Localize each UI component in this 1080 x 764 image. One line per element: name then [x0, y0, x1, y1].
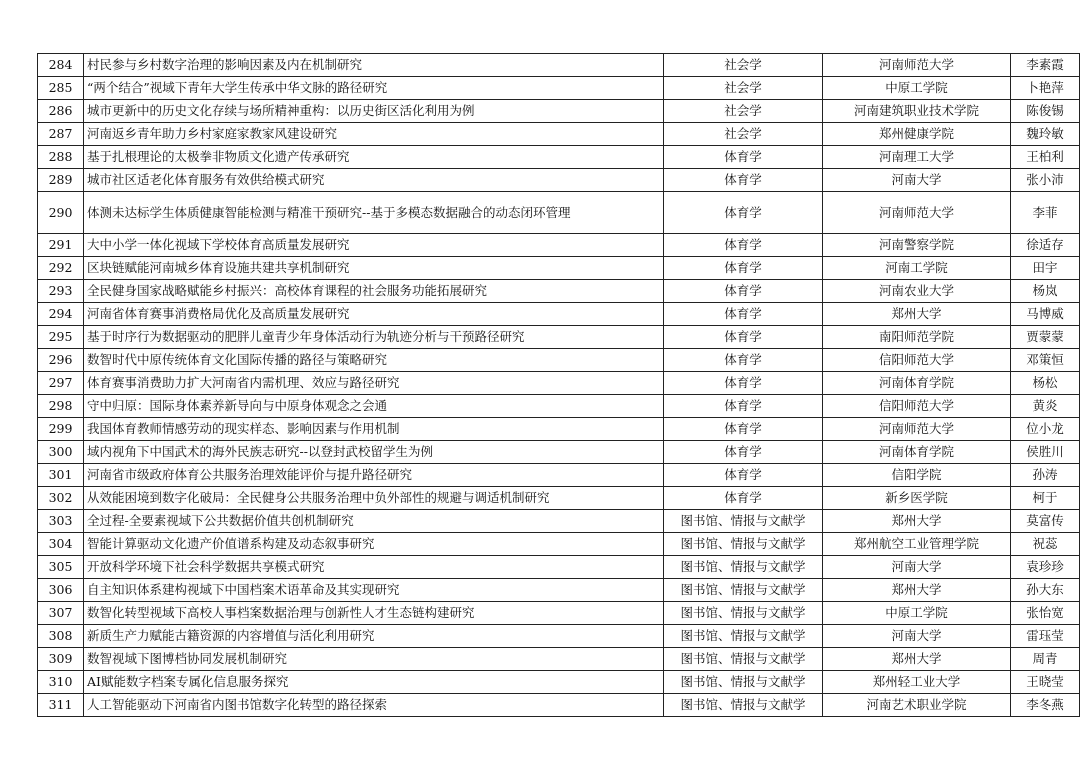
institution-cell: 河南艺术职业学院 [823, 694, 1011, 717]
project-title-cell: 域内视角下中国武术的海外民族志研究--以登封武校留学生为例 [84, 441, 664, 464]
applicant-name-cell: 卜艳萍 [1011, 77, 1080, 100]
table-row [38, 625, 1080, 648]
project-title-cell: 区块链赋能河南城乡体育设施共建共享机制研究 [84, 257, 664, 280]
row-number-cell: 301 [38, 464, 84, 487]
institution-cell: 河南师范大学 [823, 54, 1011, 77]
applicant-name-cell: 杨岚 [1011, 280, 1080, 303]
row-number-cell: 302 [38, 487, 84, 510]
institution-cell: 郑州航空工业管理学院 [823, 533, 1011, 556]
row-number-cell: 286 [38, 100, 84, 123]
row-number-cell: 303 [38, 510, 84, 533]
project-title-cell: 体测未达标学生体质健康智能检测与精准干预研究--基于多模态数据融合的动态闭环管理 [84, 192, 664, 234]
applicant-name-cell: 陈俊锡 [1011, 100, 1080, 123]
row-number-cell: 305 [38, 556, 84, 579]
discipline-cell: 图书馆、情报与文献学 [664, 602, 823, 625]
applicant-name-cell: 张怡宽 [1011, 602, 1080, 625]
project-title-cell: 开放科学环境下社会科学数据共享模式研究 [84, 556, 664, 579]
table-row [38, 395, 1080, 418]
institution-cell: 河南大学 [823, 556, 1011, 579]
row-number-cell: 306 [38, 579, 84, 602]
applicant-name-cell: 杨松 [1011, 372, 1080, 395]
table-row [38, 100, 1080, 123]
discipline-cell: 图书馆、情报与文献学 [664, 533, 823, 556]
row-number-cell: 310 [38, 671, 84, 694]
table-row [38, 487, 1080, 510]
table-row [38, 648, 1080, 671]
table-row [38, 579, 1080, 602]
table-row [38, 694, 1080, 717]
discipline-cell: 社会学 [664, 100, 823, 123]
project-title-cell: 城市更新中的历史文化存续与场所精神重构：以历史街区活化利用为例 [84, 100, 664, 123]
project-title-cell: AI赋能数字档案专属化信息服务探究 [84, 671, 664, 694]
table-row [38, 303, 1080, 326]
applicant-name-cell: 李冬燕 [1011, 694, 1080, 717]
project-title-cell: 基于时序行为数据驱动的肥胖儿童青少年身体活动行为轨迹分析与干预路径研究 [84, 326, 664, 349]
table-row [38, 326, 1080, 349]
project-title-cell: 河南返乡青年助力乡村家庭家教家风建设研究 [84, 123, 664, 146]
project-title-cell: 河南省体育赛事消费格局优化及高质量发展研究 [84, 303, 664, 326]
institution-cell: 郑州大学 [823, 510, 1011, 533]
discipline-cell: 体育学 [664, 192, 823, 234]
institution-cell: 信阳师范大学 [823, 395, 1011, 418]
row-number-cell: 300 [38, 441, 84, 464]
applicant-name-cell: 位小龙 [1011, 418, 1080, 441]
institution-cell: 河南大学 [823, 169, 1011, 192]
row-number-cell: 298 [38, 395, 84, 418]
table-row [38, 556, 1080, 579]
discipline-cell: 体育学 [664, 146, 823, 169]
institution-cell: 郑州轻工业大学 [823, 671, 1011, 694]
discipline-cell: 体育学 [664, 326, 823, 349]
applicant-name-cell: 莫富传 [1011, 510, 1080, 533]
applicant-name-cell: 张小沛 [1011, 169, 1080, 192]
project-title-cell: “两个结合”视域下青年大学生传承中华文脉的路径研究 [84, 77, 664, 100]
applicant-name-cell: 魏玲敏 [1011, 123, 1080, 146]
row-number-cell: 307 [38, 602, 84, 625]
discipline-cell: 体育学 [664, 280, 823, 303]
discipline-cell: 体育学 [664, 441, 823, 464]
project-title-cell: 城市社区适老化体育服务有效供给模式研究 [84, 169, 664, 192]
institution-cell: 河南理工大学 [823, 146, 1011, 169]
discipline-cell: 体育学 [664, 464, 823, 487]
discipline-cell: 图书馆、情报与文献学 [664, 510, 823, 533]
institution-cell: 河南大学 [823, 625, 1011, 648]
applicant-name-cell: 贾蒙蒙 [1011, 326, 1080, 349]
discipline-cell: 体育学 [664, 234, 823, 257]
row-number-cell: 285 [38, 77, 84, 100]
row-number-cell: 290 [38, 192, 84, 234]
project-title-cell: 河南省市级政府体育公共服务治理效能评价与提升路径研究 [84, 464, 664, 487]
row-number-cell: 304 [38, 533, 84, 556]
applicant-name-cell: 孙大东 [1011, 579, 1080, 602]
institution-cell: 郑州健康学院 [823, 123, 1011, 146]
discipline-cell: 图书馆、情报与文献学 [664, 648, 823, 671]
table-row [38, 54, 1080, 77]
project-title-cell: 全民健身国家战略赋能乡村振兴：高校体育课程的社会服务功能拓展研究 [84, 280, 664, 303]
applicant-name-cell: 侯胜川 [1011, 441, 1080, 464]
table-row [38, 146, 1080, 169]
table-row [38, 349, 1080, 372]
project-title-cell: 自主知识体系建构视域下中国档案术语革命及其实现研究 [84, 579, 664, 602]
institution-cell: 河南体育学院 [823, 441, 1011, 464]
project-title-cell: 体育赛事消费助力扩大河南省内需机理、效应与路径研究 [84, 372, 664, 395]
project-title-cell: 守中归原：国际身体素养新导向与中原身体观念之会通 [84, 395, 664, 418]
table-row [38, 169, 1080, 192]
institution-cell: 中原工学院 [823, 602, 1011, 625]
project-title-cell: 从效能困境到数字化破局：全民健身公共服务治理中负外部性的规避与调适机制研究 [84, 487, 664, 510]
discipline-cell: 社会学 [664, 77, 823, 100]
table-body [38, 54, 1080, 717]
table-row [38, 234, 1080, 257]
discipline-cell: 体育学 [664, 257, 823, 280]
discipline-cell: 体育学 [664, 372, 823, 395]
applicant-name-cell: 邓策恒 [1011, 349, 1080, 372]
institution-cell: 河南农业大学 [823, 280, 1011, 303]
table-row [38, 671, 1080, 694]
institution-cell: 河南体育学院 [823, 372, 1011, 395]
applicant-name-cell: 王晓莹 [1011, 671, 1080, 694]
applicant-name-cell: 李素霞 [1011, 54, 1080, 77]
project-title-cell: 数智时代中原传统体育文化国际传播的路径与策略研究 [84, 349, 664, 372]
applicant-name-cell: 袁珍珍 [1011, 556, 1080, 579]
discipline-cell: 图书馆、情报与文献学 [664, 556, 823, 579]
applicant-name-cell: 雷珏莹 [1011, 625, 1080, 648]
row-number-cell: 292 [38, 257, 84, 280]
applicant-name-cell: 徐适存 [1011, 234, 1080, 257]
table-row [38, 418, 1080, 441]
discipline-cell: 社会学 [664, 123, 823, 146]
row-number-cell: 291 [38, 234, 84, 257]
project-title-cell: 数智视域下图博档协同发展机制研究 [84, 648, 664, 671]
applicant-name-cell: 王柏利 [1011, 146, 1080, 169]
applicant-name-cell: 马博威 [1011, 303, 1080, 326]
discipline-cell: 体育学 [664, 303, 823, 326]
institution-cell: 郑州大学 [823, 303, 1011, 326]
institution-cell: 郑州大学 [823, 579, 1011, 602]
discipline-cell: 体育学 [664, 395, 823, 418]
table-row [38, 602, 1080, 625]
applicant-name-cell: 祝蕊 [1011, 533, 1080, 556]
row-number-cell: 287 [38, 123, 84, 146]
institution-cell: 中原工学院 [823, 77, 1011, 100]
project-title-cell: 数智化转型视域下高校人事档案数据治理与创新性人才生态链构建研究 [84, 602, 664, 625]
discipline-cell: 图书馆、情报与文献学 [664, 579, 823, 602]
institution-cell: 新乡医学院 [823, 487, 1011, 510]
table-row [38, 77, 1080, 100]
institution-cell: 河南建筑职业技术学院 [823, 100, 1011, 123]
applicant-name-cell: 李菲 [1011, 192, 1080, 234]
table-row [38, 533, 1080, 556]
project-title-cell: 大中小学一体化视域下学校体育高质量发展研究 [84, 234, 664, 257]
project-title-cell: 新质生产力赋能古籍资源的内容增值与活化利用研究 [84, 625, 664, 648]
row-number-cell: 295 [38, 326, 84, 349]
table-row [38, 192, 1080, 234]
institution-cell: 信阳师范大学 [823, 349, 1011, 372]
institution-cell: 河南警察学院 [823, 234, 1011, 257]
table-row [38, 280, 1080, 303]
table-row [38, 464, 1080, 487]
discipline-cell: 体育学 [664, 169, 823, 192]
table-row [38, 510, 1080, 533]
discipline-cell: 体育学 [664, 418, 823, 441]
row-number-cell: 293 [38, 280, 84, 303]
table-row [38, 257, 1080, 280]
project-title-cell: 基于扎根理论的太极拳非物质文化遗产传承研究 [84, 146, 664, 169]
institution-cell: 河南师范大学 [823, 192, 1011, 234]
table-row [38, 372, 1080, 395]
discipline-cell: 体育学 [664, 349, 823, 372]
discipline-cell: 图书馆、情报与文献学 [664, 671, 823, 694]
applicant-name-cell: 黄炎 [1011, 395, 1080, 418]
applicant-name-cell: 柯于 [1011, 487, 1080, 510]
discipline-cell: 体育学 [664, 487, 823, 510]
institution-cell: 信阳学院 [823, 464, 1011, 487]
row-number-cell: 299 [38, 418, 84, 441]
row-number-cell: 308 [38, 625, 84, 648]
project-list-table [37, 53, 1080, 717]
institution-cell: 河南工学院 [823, 257, 1011, 280]
applicant-name-cell: 田宇 [1011, 257, 1080, 280]
project-title-cell: 人工智能驱动下河南省内图书馆数字化转型的路径探索 [84, 694, 664, 717]
project-title-cell: 智能计算驱动文化遗产价值谱系构建及动态叙事研究 [84, 533, 664, 556]
institution-cell: 河南师范大学 [823, 418, 1011, 441]
row-number-cell: 289 [38, 169, 84, 192]
discipline-cell: 社会学 [664, 54, 823, 77]
project-title-cell: 全过程-全要素视域下公共数据价值共创机制研究 [84, 510, 664, 533]
project-title-cell: 村民参与乡村数字治理的影响因素及内在机制研究 [84, 54, 664, 77]
institution-cell: 郑州大学 [823, 648, 1011, 671]
row-number-cell: 309 [38, 648, 84, 671]
institution-cell: 南阳师范学院 [823, 326, 1011, 349]
row-number-cell: 297 [38, 372, 84, 395]
row-number-cell: 311 [38, 694, 84, 717]
applicant-name-cell: 孙涛 [1011, 464, 1080, 487]
row-number-cell: 284 [38, 54, 84, 77]
row-number-cell: 288 [38, 146, 84, 169]
discipline-cell: 图书馆、情报与文献学 [664, 694, 823, 717]
table-row [38, 441, 1080, 464]
applicant-name-cell: 周青 [1011, 648, 1080, 671]
row-number-cell: 296 [38, 349, 84, 372]
discipline-cell: 图书馆、情报与文献学 [664, 625, 823, 648]
table-row [38, 123, 1080, 146]
row-number-cell: 294 [38, 303, 84, 326]
project-title-cell: 我国体育教师情感劳动的现实样态、影响因素与作用机制 [84, 418, 664, 441]
